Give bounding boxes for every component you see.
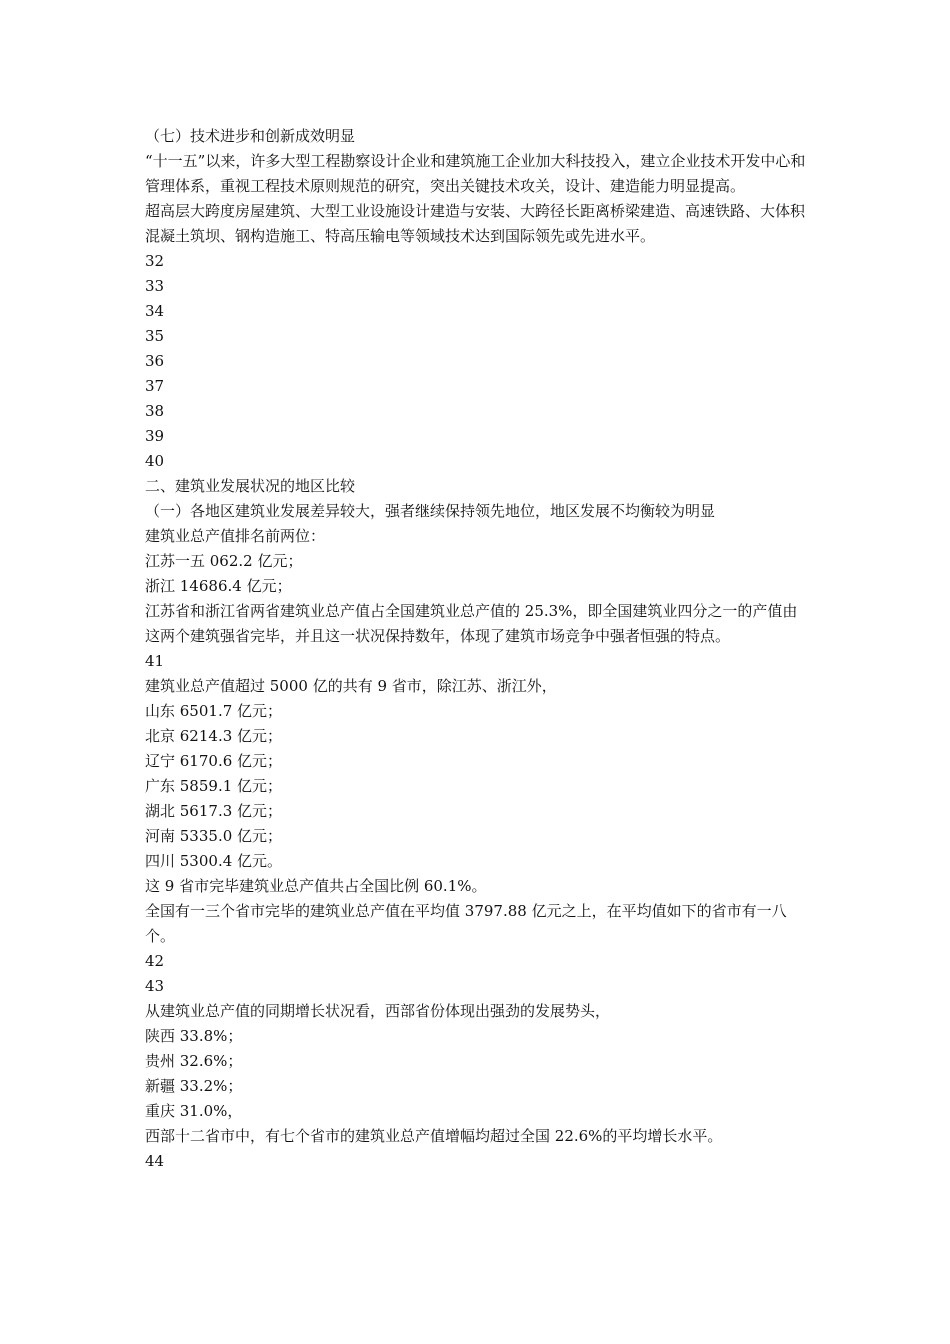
page-number: 33 — [145, 277, 165, 295]
page-number: 44 — [145, 1152, 165, 1170]
paragraph: 超高层大跨度房屋建筑、大型工业设施设计建造与安装、大跨径长距离桥梁建造、高速铁路、大体积混凝土筑坝、钢构造施工、特高压输电等领域技术达到国际领先或先进水平。 — [145, 202, 806, 245]
paragraph: 这 9 省市完毕建筑业总产值共占全国比例 60.1%。 — [145, 877, 487, 895]
list-item: 河南 5335.0 亿元； — [145, 827, 283, 845]
page-number: 35 — [145, 327, 165, 345]
list-item: 贵州 32.6%； — [145, 1052, 243, 1070]
list-item: 陕西 33.8%； — [145, 1027, 243, 1045]
paragraph: 建筑业总产值排名前两位： — [145, 527, 326, 545]
page-number: 42 — [145, 952, 165, 970]
list-item: 浙江 14686.4 亿元； — [145, 577, 292, 595]
page-number: 37 — [145, 377, 165, 395]
page-number: 36 — [145, 352, 165, 370]
list-item: 重庆 31.0%， — [145, 1102, 243, 1120]
list-item: 新疆 33.2%； — [145, 1077, 243, 1095]
list-item: 山东 6501.7 亿元； — [145, 702, 283, 720]
section-heading: （七）技术进步和创新成效明显 — [145, 127, 356, 145]
page-number: 39 — [145, 427, 165, 445]
page-number: 32 — [145, 252, 165, 270]
paragraph: 从建筑业总产值的同期增长状况看，西部省份体现出强劲的发展势头， — [145, 1002, 611, 1020]
paragraph: 江苏省和浙江省两省建筑业总产值占全国建筑业总产值的 25.3%，即全国建筑业四分之一的产值由这两个建筑强省完毕，并且这一状况保持数年，体现了建筑市场竞争中强者恒强的特点。 — [145, 602, 798, 645]
list-item: 四川 5300.4 亿元。 — [145, 852, 283, 870]
paragraph: 全国有一三个省市完毕的建筑业总产值在平均值 3797.88 亿元之上，在平均值如下的省市有一八个。 — [145, 902, 787, 945]
list-item: 北京 6214.3 亿元； — [145, 727, 283, 745]
page-number: 41 — [145, 652, 165, 670]
document-body — [145, 124, 811, 1174]
paragraph: 建筑业总产值超过 5000 亿的共有 9 省市，除江苏、浙江外， — [145, 677, 557, 695]
chapter-heading: 二、建筑业发展状况的地区比较 — [145, 477, 356, 495]
list-item: 广东 5859.1 亿元； — [145, 777, 283, 795]
section-heading: （一）各地区建筑业发展差异较大，强者继续保持领先地位，地区发展不均衡较为明显 — [145, 502, 716, 520]
paragraph: 西部十二省市中，有七个省市的建筑业总产值增幅均超过全国 22.6%的平均增长水平。 — [145, 1127, 723, 1145]
paragraph: “十一五”以来，许多大型工程勘察设计企业和建筑施工企业加大科技投入，建立企业技术开发中心和管理体系，重视工程技术原则规范的研究，突出关键技术攻关，设计、建造能力明显提高。 — [145, 152, 806, 195]
list-item: 湖北 5617.3 亿元； — [145, 802, 283, 820]
list-item: 江苏一五 062.2 亿元； — [145, 552, 303, 570]
page-number: 38 — [145, 402, 165, 420]
list-item: 辽宁 6170.6 亿元； — [145, 752, 283, 770]
page-number: 43 — [145, 977, 165, 995]
page-number: 34 — [145, 302, 165, 320]
page-number: 40 — [145, 452, 165, 470]
